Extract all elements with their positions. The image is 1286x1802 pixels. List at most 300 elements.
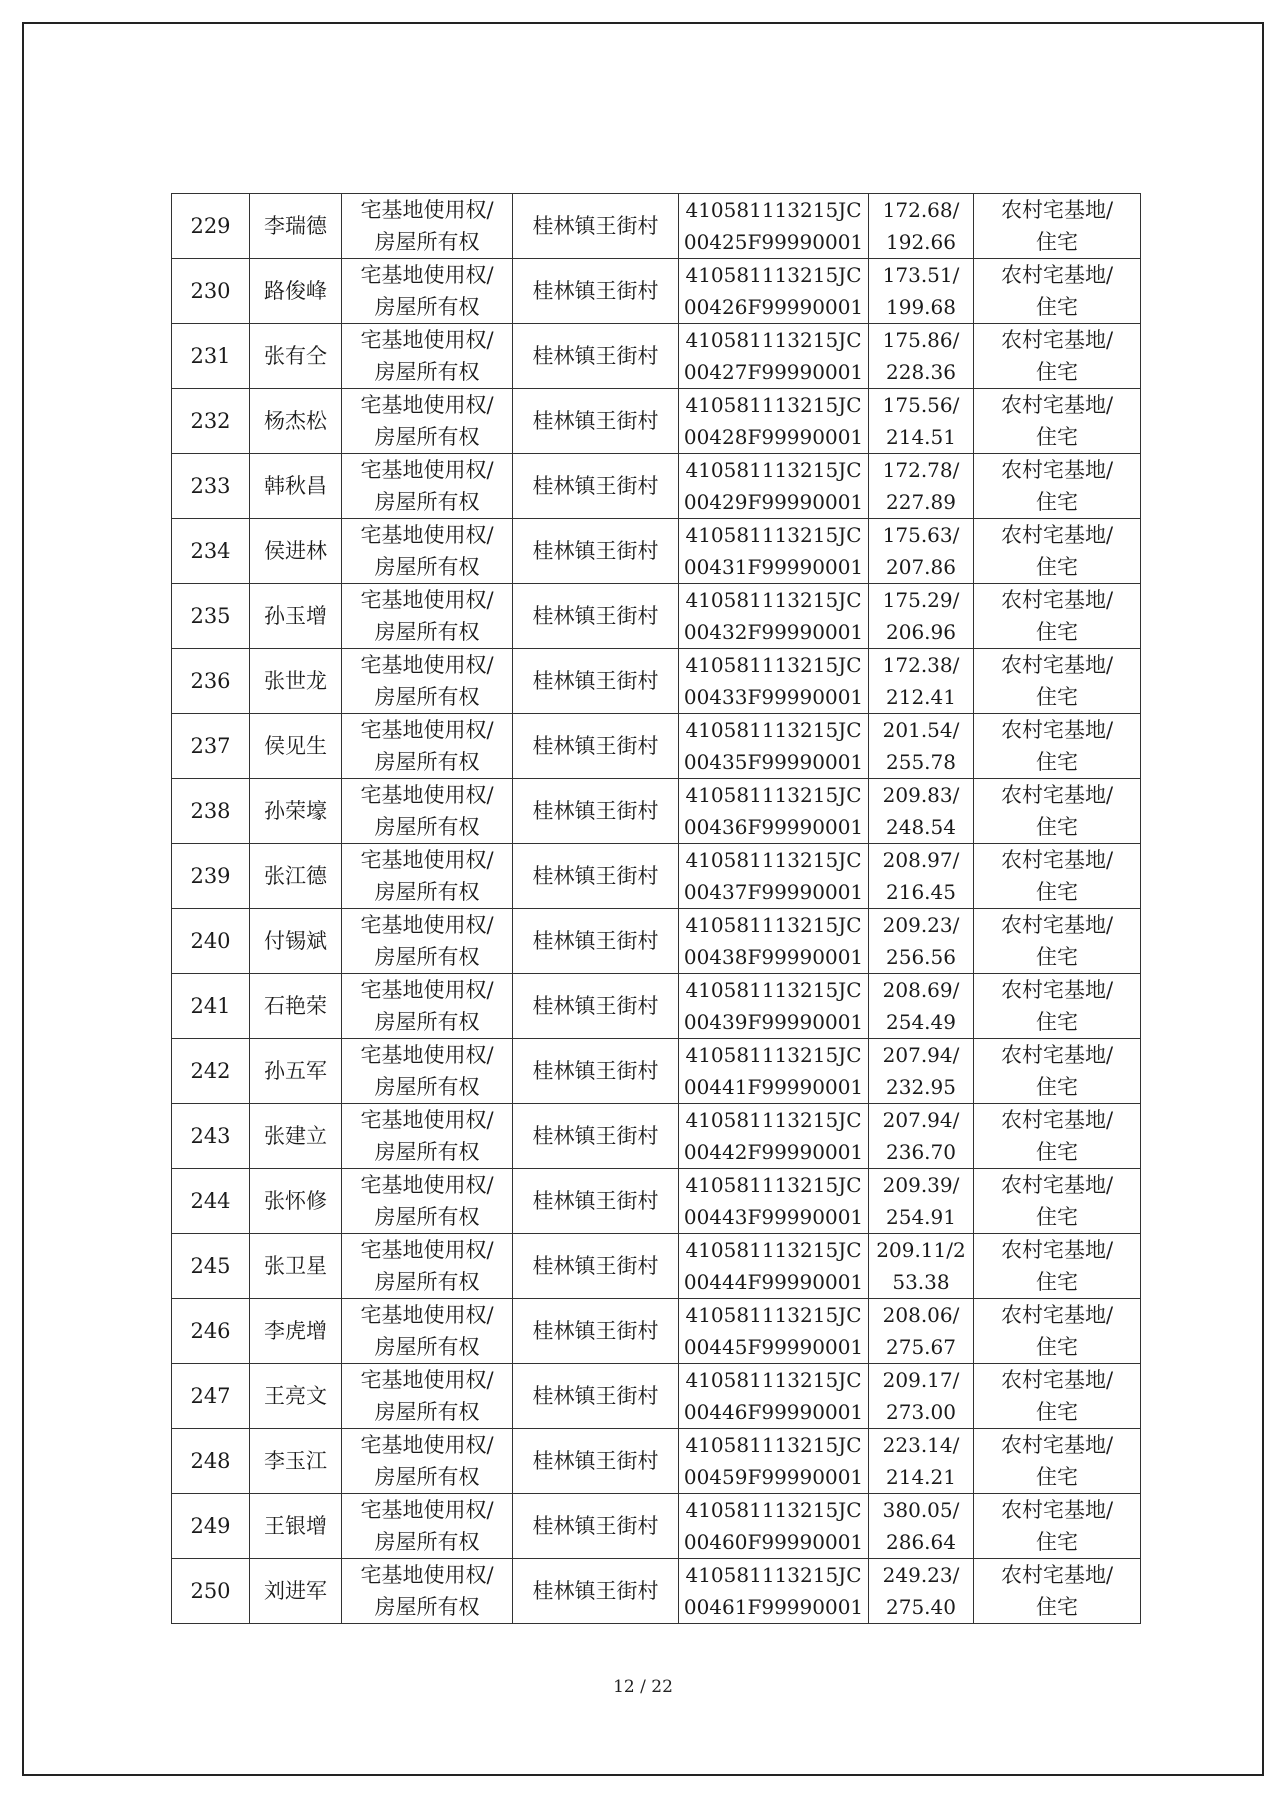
property-code-line: 00460F99990001 [683, 1530, 864, 1554]
table-row [172, 844, 1141, 909]
area-line: 172.68/ [882, 198, 960, 222]
property-code-line: 410581113215JC [685, 1173, 862, 1197]
location-cell: 桂林镇王街村 [513, 909, 679, 974]
land-use-line: 农村宅基地/ [1000, 1433, 1114, 1457]
right-type-line: 房屋所有权 [374, 555, 480, 579]
area-line: 380.05/ [882, 1498, 960, 1522]
land-use-line: 农村宅基地/ [1000, 718, 1114, 742]
land-use-line: 住宅 [1036, 1205, 1078, 1229]
property-code-line: 00441F99990001 [683, 1075, 864, 1099]
table-row [172, 1299, 1141, 1364]
property-code-line: 00431F99990001 [683, 555, 864, 579]
table-row [172, 1364, 1141, 1429]
property-code-line: 410581113215JC [685, 588, 862, 612]
property-code-cell [679, 1299, 869, 1364]
table-row [172, 1494, 1141, 1559]
right-type-line: 宅基地使用权/ [360, 328, 494, 352]
land-use-line: 住宅 [1036, 490, 1078, 514]
right-type-cell [342, 1299, 513, 1364]
land-use-line: 住宅 [1036, 1140, 1078, 1164]
right-type-line: 房屋所有权 [374, 1140, 480, 1164]
table-row [172, 909, 1141, 974]
serial-number-cell: 249 [172, 1494, 250, 1559]
owner-name-cell: 王银增 [250, 1494, 342, 1559]
serial-number-cell: 240 [172, 909, 250, 974]
serial-number-cell: 242 [172, 1039, 250, 1104]
location-cell: 桂林镇王街村 [513, 194, 679, 259]
owner-name-cell: 张建立 [250, 1104, 342, 1169]
land-use-cell [974, 1364, 1141, 1429]
land-use-cell [974, 649, 1141, 714]
land-use-line: 农村宅基地/ [1000, 783, 1114, 807]
land-use-cell [974, 324, 1141, 389]
right-type-line: 宅基地使用权/ [360, 978, 494, 1002]
land-use-cell [974, 519, 1141, 584]
right-type-line: 宅基地使用权/ [360, 653, 494, 677]
owner-name-cell: 付锡斌 [250, 909, 342, 974]
serial-number-cell: 235 [172, 584, 250, 649]
property-code-cell [679, 389, 869, 454]
right-type-line: 宅基地使用权/ [360, 718, 494, 742]
table-row [172, 1169, 1141, 1234]
area-cell [869, 779, 974, 844]
area-cell [869, 649, 974, 714]
right-type-line: 房屋所有权 [374, 815, 480, 839]
right-type-line: 宅基地使用权/ [360, 588, 494, 612]
area-line: 209.83/ [882, 783, 960, 807]
owner-name-cell: 孙玉增 [250, 584, 342, 649]
land-use-line: 农村宅基地/ [1000, 978, 1114, 1002]
owner-name-cell: 侯见生 [250, 714, 342, 779]
property-code-cell [679, 454, 869, 519]
location-cell: 桂林镇王街村 [513, 974, 679, 1039]
area-line: 201.54/ [882, 718, 960, 742]
area-line: 256.56 [886, 945, 956, 969]
right-type-line: 宅基地使用权/ [360, 1433, 494, 1457]
property-code-line: 00446F99990001 [683, 1400, 864, 1424]
serial-number-cell: 244 [172, 1169, 250, 1234]
area-line: 208.06/ [882, 1303, 960, 1327]
area-line: 249.23/ [882, 1563, 960, 1587]
location-cell: 桂林镇王街村 [513, 1429, 679, 1494]
right-type-line: 宅基地使用权/ [360, 1498, 494, 1522]
area-cell [869, 1559, 974, 1624]
right-type-cell [342, 649, 513, 714]
right-type-cell [342, 324, 513, 389]
land-use-cell [974, 194, 1141, 259]
land-use-line: 农村宅基地/ [1000, 523, 1114, 547]
location-cell: 桂林镇王街村 [513, 779, 679, 844]
area-cell [869, 1039, 974, 1104]
location-cell: 桂林镇王街村 [513, 324, 679, 389]
property-code-cell [679, 649, 869, 714]
area-line: 214.51 [886, 425, 956, 449]
location-cell: 桂林镇王街村 [513, 1169, 679, 1234]
property-code-line: 410581113215JC [685, 718, 862, 742]
location-cell: 桂林镇王街村 [513, 1364, 679, 1429]
land-use-cell [974, 1429, 1141, 1494]
land-use-line: 农村宅基地/ [1000, 588, 1114, 612]
table-row [172, 519, 1141, 584]
area-line: 232.95 [886, 1075, 956, 1099]
right-type-cell [342, 194, 513, 259]
serial-number-cell: 245 [172, 1234, 250, 1299]
owner-name-cell: 张世龙 [250, 649, 342, 714]
right-type-cell [342, 259, 513, 324]
table-row [172, 649, 1141, 714]
land-use-cell [974, 389, 1141, 454]
land-use-line: 农村宅基地/ [1000, 1108, 1114, 1132]
property-code-cell [679, 909, 869, 974]
land-use-line: 农村宅基地/ [1000, 1043, 1114, 1067]
area-line: 254.91 [886, 1205, 956, 1229]
land-use-cell [974, 584, 1141, 649]
right-type-cell [342, 714, 513, 779]
property-code-cell [679, 324, 869, 389]
area-line: 212.41 [886, 685, 956, 709]
land-use-line: 农村宅基地/ [1000, 653, 1114, 677]
table-row [172, 259, 1141, 324]
land-use-cell [974, 1559, 1141, 1624]
property-code-line: 410581113215JC [685, 913, 862, 937]
property-code-line: 00435F99990001 [683, 750, 864, 774]
table-row [172, 714, 1141, 779]
area-line: 207.94/ [882, 1108, 960, 1132]
right-type-cell [342, 1039, 513, 1104]
land-use-line: 住宅 [1036, 750, 1078, 774]
serial-number-cell: 237 [172, 714, 250, 779]
property-code-line: 410581113215JC [685, 1368, 862, 1392]
property-code-cell [679, 1559, 869, 1624]
right-type-cell [342, 1364, 513, 1429]
records-body [172, 194, 1141, 1624]
land-use-line: 住宅 [1036, 1010, 1078, 1034]
area-line: 286.64 [886, 1530, 956, 1554]
property-code-line: 410581113215JC [685, 1108, 862, 1132]
area-cell [869, 389, 974, 454]
land-use-line: 住宅 [1036, 1335, 1078, 1359]
serial-number-cell: 248 [172, 1429, 250, 1494]
land-use-line: 住宅 [1036, 945, 1078, 969]
property-code-line: 00437F99990001 [683, 880, 864, 904]
right-type-line: 房屋所有权 [374, 360, 480, 384]
property-code-cell [679, 1364, 869, 1429]
land-use-line: 住宅 [1036, 295, 1078, 319]
location-cell: 桂林镇王街村 [513, 1234, 679, 1299]
owner-name-cell: 李虎增 [250, 1299, 342, 1364]
area-cell [869, 909, 974, 974]
serial-number-cell: 239 [172, 844, 250, 909]
records-table [171, 193, 1141, 1624]
land-use-line: 农村宅基地/ [1000, 913, 1114, 937]
property-code-line: 00425F99990001 [683, 230, 864, 254]
right-type-line: 房屋所有权 [374, 1205, 480, 1229]
area-line: 173.51/ [882, 263, 960, 287]
property-code-line: 410581113215JC [685, 393, 862, 417]
land-use-line: 农村宅基地/ [1000, 263, 1114, 287]
land-use-line: 住宅 [1036, 1270, 1078, 1294]
land-use-line: 住宅 [1036, 1075, 1078, 1099]
serial-number-cell: 231 [172, 324, 250, 389]
property-code-line: 00432F99990001 [683, 620, 864, 644]
location-cell: 桂林镇王街村 [513, 1299, 679, 1364]
property-code-line: 00443F99990001 [683, 1205, 864, 1229]
right-type-cell [342, 779, 513, 844]
property-code-cell [679, 714, 869, 779]
page-number: 12 / 22 [613, 1677, 673, 1697]
area-line: 209.17/ [882, 1368, 960, 1392]
right-type-line: 宅基地使用权/ [360, 913, 494, 937]
property-code-line: 410581113215JC [685, 523, 862, 547]
area-line: 175.29/ [882, 588, 960, 612]
land-use-line: 住宅 [1036, 1465, 1078, 1489]
property-code-cell [679, 1429, 869, 1494]
right-type-line: 房屋所有权 [374, 1595, 480, 1619]
right-type-cell [342, 1429, 513, 1494]
owner-name-cell: 张卫星 [250, 1234, 342, 1299]
property-code-line: 00426F99990001 [683, 295, 864, 319]
land-use-line: 住宅 [1036, 685, 1078, 709]
owner-name-cell: 张江德 [250, 844, 342, 909]
serial-number-cell: 246 [172, 1299, 250, 1364]
right-type-line: 宅基地使用权/ [360, 1563, 494, 1587]
table-row [172, 324, 1141, 389]
property-code-line: 410581113215JC [685, 978, 862, 1002]
right-type-line: 房屋所有权 [374, 425, 480, 449]
serial-number-cell: 238 [172, 779, 250, 844]
property-code-line: 410581113215JC [685, 1043, 862, 1067]
area-line: 223.14/ [882, 1433, 960, 1457]
land-use-cell [974, 1039, 1141, 1104]
location-cell: 桂林镇王街村 [513, 1039, 679, 1104]
owner-name-cell: 王亮文 [250, 1364, 342, 1429]
location-cell: 桂林镇王街村 [513, 584, 679, 649]
area-line: 209.39/ [882, 1173, 960, 1197]
right-type-line: 宅基地使用权/ [360, 1173, 494, 1197]
area-line: 192.66 [886, 230, 956, 254]
property-code-line: 410581113215JC [685, 198, 862, 222]
serial-number-cell: 247 [172, 1364, 250, 1429]
property-code-cell [679, 1104, 869, 1169]
area-cell [869, 714, 974, 779]
right-type-line: 宅基地使用权/ [360, 848, 494, 872]
right-type-line: 房屋所有权 [374, 750, 480, 774]
area-cell [869, 324, 974, 389]
area-cell [869, 259, 974, 324]
right-type-cell [342, 974, 513, 1039]
area-cell [869, 1299, 974, 1364]
location-cell: 桂林镇王街村 [513, 389, 679, 454]
right-type-line: 宅基地使用权/ [360, 523, 494, 547]
land-use-line: 住宅 [1036, 815, 1078, 839]
location-cell: 桂林镇王街村 [513, 714, 679, 779]
right-type-line: 宅基地使用权/ [360, 393, 494, 417]
area-line: 175.86/ [882, 328, 960, 352]
right-type-line: 房屋所有权 [374, 1075, 480, 1099]
property-code-cell [679, 1234, 869, 1299]
right-type-cell [342, 909, 513, 974]
table-row [172, 454, 1141, 519]
location-cell: 桂林镇王街村 [513, 1104, 679, 1169]
right-type-line: 宅基地使用权/ [360, 1238, 494, 1262]
location-cell: 桂林镇王街村 [513, 844, 679, 909]
land-use-line: 住宅 [1036, 230, 1078, 254]
land-use-cell [974, 714, 1141, 779]
land-use-cell [974, 1169, 1141, 1234]
property-code-cell [679, 1169, 869, 1234]
land-use-line: 住宅 [1036, 1595, 1078, 1619]
land-use-line: 农村宅基地/ [1000, 328, 1114, 352]
land-use-line: 住宅 [1036, 880, 1078, 904]
area-line: 207.94/ [882, 1043, 960, 1067]
right-type-line: 房屋所有权 [374, 685, 480, 709]
area-cell [869, 1429, 974, 1494]
location-cell: 桂林镇王街村 [513, 519, 679, 584]
serial-number-cell: 250 [172, 1559, 250, 1624]
area-line: 255.78 [886, 750, 956, 774]
area-line: 236.70 [886, 1140, 956, 1164]
property-code-line: 00445F99990001 [683, 1335, 864, 1359]
table-row [172, 779, 1141, 844]
area-line: 53.38 [892, 1270, 950, 1294]
location-cell: 桂林镇王街村 [513, 1559, 679, 1624]
land-use-cell [974, 259, 1141, 324]
right-type-cell [342, 454, 513, 519]
area-line: 273.00 [886, 1400, 956, 1424]
serial-number-cell: 234 [172, 519, 250, 584]
right-type-line: 宅基地使用权/ [360, 1303, 494, 1327]
area-cell [869, 1104, 974, 1169]
property-code-line: 410581113215JC [685, 1238, 862, 1262]
area-cell [869, 584, 974, 649]
land-use-line: 住宅 [1036, 425, 1078, 449]
table-row [172, 1234, 1141, 1299]
land-use-line: 农村宅基地/ [1000, 1173, 1114, 1197]
area-cell [869, 1364, 974, 1429]
right-type-line: 房屋所有权 [374, 490, 480, 514]
owner-name-cell: 刘进军 [250, 1559, 342, 1624]
property-code-line: 00438F99990001 [683, 945, 864, 969]
property-code-cell [679, 259, 869, 324]
area-line: 209.11/2 [876, 1238, 966, 1262]
property-code-cell [679, 974, 869, 1039]
property-code-line: 00433F99990001 [683, 685, 864, 709]
right-type-cell [342, 389, 513, 454]
property-code-cell [679, 1039, 869, 1104]
table-row [172, 194, 1141, 259]
area-cell [869, 1494, 974, 1559]
property-code-line: 00461F99990001 [683, 1595, 864, 1619]
area-line: 248.54 [886, 815, 956, 839]
property-code-line: 410581113215JC [685, 1433, 862, 1457]
location-cell: 桂林镇王街村 [513, 454, 679, 519]
owner-name-cell: 孙五军 [250, 1039, 342, 1104]
serial-number-cell: 233 [172, 454, 250, 519]
area-line: 199.68 [886, 295, 956, 319]
table-row [172, 1104, 1141, 1169]
area-line: 208.69/ [882, 978, 960, 1002]
area-line: 214.21 [886, 1465, 956, 1489]
land-use-line: 农村宅基地/ [1000, 1303, 1114, 1327]
table-row [172, 974, 1141, 1039]
area-line: 175.56/ [882, 393, 960, 417]
area-line: 254.49 [886, 1010, 956, 1034]
table-row [172, 1429, 1141, 1494]
area-line: 206.96 [886, 620, 956, 644]
owner-name-cell: 李玉江 [250, 1429, 342, 1494]
location-cell: 桂林镇王街村 [513, 1494, 679, 1559]
property-code-line: 410581113215JC [685, 263, 862, 287]
right-type-line: 宅基地使用权/ [360, 198, 494, 222]
land-use-cell [974, 1104, 1141, 1169]
table-row [172, 584, 1141, 649]
land-use-line: 农村宅基地/ [1000, 458, 1114, 482]
serial-number-cell: 230 [172, 259, 250, 324]
land-use-cell [974, 974, 1141, 1039]
property-code-line: 00439F99990001 [683, 1010, 864, 1034]
right-type-line: 房屋所有权 [374, 1465, 480, 1489]
property-code-line: 410581113215JC [685, 1303, 862, 1327]
area-cell [869, 1169, 974, 1234]
property-code-line: 00444F99990001 [683, 1270, 864, 1294]
area-cell [869, 454, 974, 519]
area-line: 228.36 [886, 360, 956, 384]
area-line: 175.63/ [882, 523, 960, 547]
property-code-line: 410581113215JC [685, 1563, 862, 1587]
land-use-cell [974, 779, 1141, 844]
right-type-line: 房屋所有权 [374, 295, 480, 319]
right-type-cell [342, 844, 513, 909]
right-type-line: 房屋所有权 [374, 880, 480, 904]
property-code-cell [679, 194, 869, 259]
property-code-line: 00427F99990001 [683, 360, 864, 384]
owner-name-cell: 路俊峰 [250, 259, 342, 324]
area-line: 216.45 [886, 880, 956, 904]
area-line: 227.89 [886, 490, 956, 514]
right-type-line: 宅基地使用权/ [360, 783, 494, 807]
right-type-cell [342, 584, 513, 649]
owner-name-cell: 张有仝 [250, 324, 342, 389]
area-line: 172.38/ [882, 653, 960, 677]
land-use-line: 农村宅基地/ [1000, 1498, 1114, 1522]
area-cell [869, 519, 974, 584]
right-type-line: 宅基地使用权/ [360, 1043, 494, 1067]
property-code-line: 00442F99990001 [683, 1140, 864, 1164]
property-code-cell [679, 844, 869, 909]
property-code-line: 00429F99990001 [683, 490, 864, 514]
property-code-line: 410581113215JC [685, 328, 862, 352]
land-use-line: 农村宅基地/ [1000, 198, 1114, 222]
land-use-line: 农村宅基地/ [1000, 1238, 1114, 1262]
location-cell: 桂林镇王街村 [513, 259, 679, 324]
right-type-line: 宅基地使用权/ [360, 1108, 494, 1132]
land-use-cell [974, 1494, 1141, 1559]
area-line: 209.23/ [882, 913, 960, 937]
area-cell [869, 844, 974, 909]
property-code-cell [679, 584, 869, 649]
land-use-cell [974, 454, 1141, 519]
right-type-line: 房屋所有权 [374, 620, 480, 644]
serial-number-cell: 243 [172, 1104, 250, 1169]
area-line: 172.78/ [882, 458, 960, 482]
area-line: 275.40 [886, 1595, 956, 1619]
serial-number-cell: 229 [172, 194, 250, 259]
right-type-cell [342, 1494, 513, 1559]
right-type-cell [342, 519, 513, 584]
land-use-line: 住宅 [1036, 555, 1078, 579]
property-code-line: 00459F99990001 [683, 1465, 864, 1489]
right-type-line: 宅基地使用权/ [360, 263, 494, 287]
